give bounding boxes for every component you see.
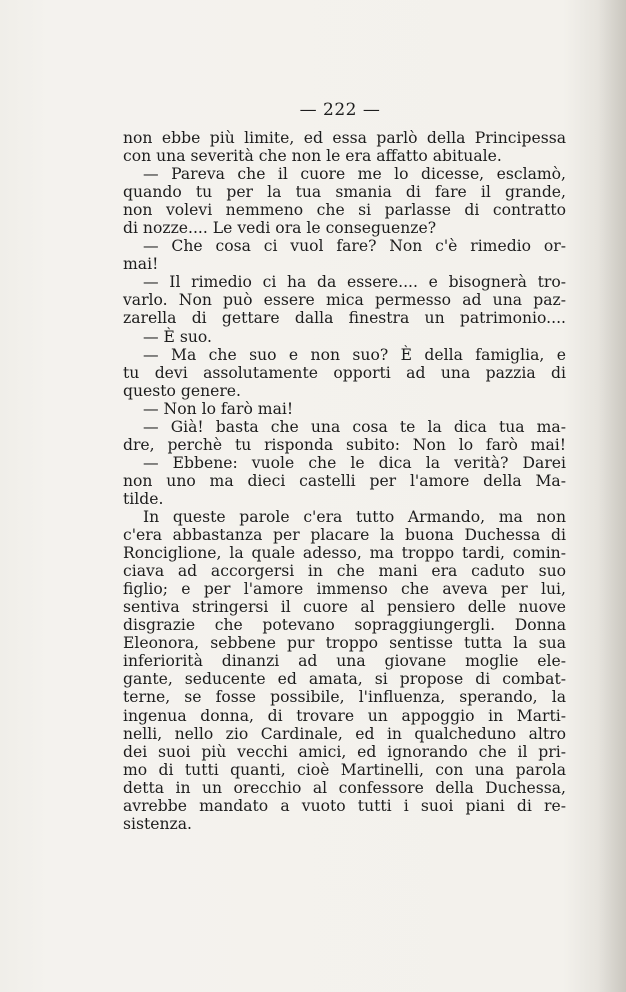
text-line: di nozze.... Le vedi ora le conseguenze?: [123, 219, 437, 238]
text-line: Eleonora, sebbene pur troppo sentisse tutta la sua: [123, 634, 566, 653]
text-line: sentiva stringersi il cuore al pensiero delle nuove: [123, 598, 566, 617]
text-line: nelli, nello zio Cardinale, ed in qualcheduno altro: [123, 724, 566, 743]
text-line: non volevi nemmeno che si parlasse di contratto: [123, 201, 566, 220]
text-line: — Già! basta che una cosa te la dica tua ma-: [143, 417, 566, 436]
page-edge-shadow: [598, 0, 626, 992]
text-line: sistenza.: [123, 814, 192, 833]
text-line: — Non lo farò mai!: [143, 399, 294, 418]
text-line: — Che cosa ci vuol fare? Non c'è rimedio or-: [143, 237, 566, 256]
text-line: varlo. Non può essere mica permesso ad una paz-: [123, 291, 566, 310]
text-line: c'era abbastanza per placare la buona Duchessa di: [123, 526, 566, 545]
text-line: mai!: [123, 255, 159, 274]
text-line: zarella di gettare dalla finestra un patrimonio....: [123, 309, 566, 328]
text-line: tilde.: [123, 489, 164, 508]
text-line: dei suoi più vecchi amici, ed ignorando che il pri-: [123, 742, 566, 761]
text-line: gante, seducente ed amata, si propose di combat-: [123, 670, 566, 689]
text-line: questo genere.: [123, 381, 241, 400]
text-line: Ronciglione, la quale adesso, ma troppo tardi, comin-: [123, 544, 566, 563]
text-line: non ebbe più limite, ed essa parlò della Principessa: [123, 129, 566, 147]
text-line: terne, se fosse possibile, l'influenza, sperando, la: [123, 688, 566, 707]
body-text: [123, 129, 566, 833]
text-line: quando tu per la tua smania di fare il grande,: [123, 183, 566, 202]
text-line: mo di tutti quanti, cioè Martinelli, con una parola: [123, 760, 566, 779]
text-line: avrebbe mandato a vuoto tutti i suoi piani di re-: [123, 796, 566, 815]
text-line: detta in un orecchio al confessore della Duchessa,: [123, 778, 566, 797]
text-line: ingenua donna, di trovare un appoggio in Marti-: [123, 706, 566, 725]
text-line: — Il rimedio ci ha da essere.... e bisognerà tro-: [143, 273, 566, 292]
text-line: — Pareva che il cuore me lo dicesse, esclamò,: [143, 165, 566, 184]
text-line: inferiorità dinanzi ad una giovane moglie ele-: [123, 652, 566, 671]
page-number: — 222 —: [299, 100, 381, 120]
text-line: non uno ma dieci castelli per l'amore della Ma-: [123, 471, 566, 490]
text-line: tu devi assolutamente opporti ad una pazzia di: [123, 363, 566, 382]
text-line: — Ebbene: vuole che le dica la verità? Darei: [143, 453, 566, 472]
text-line: ciava ad accorgersi in che mani era caduto suo: [123, 562, 566, 581]
text-line: dre, perchè tu risponda subito: Non lo farò mai!: [123, 435, 566, 454]
text-line: — Ma che suo e non suo? È della famiglia, e: [143, 345, 566, 364]
text-line: con una severità che non le era affatto abituale.: [123, 147, 502, 166]
text-line: — È suo.: [143, 327, 213, 346]
text-line: In queste parole c'era tutto Armando, ma non: [143, 507, 566, 526]
text-line: figlio; e per l'amore immenso che aveva per lui,: [123, 580, 566, 599]
text-line: disgrazie che potevano sopraggiungergli. Donna: [123, 616, 566, 635]
